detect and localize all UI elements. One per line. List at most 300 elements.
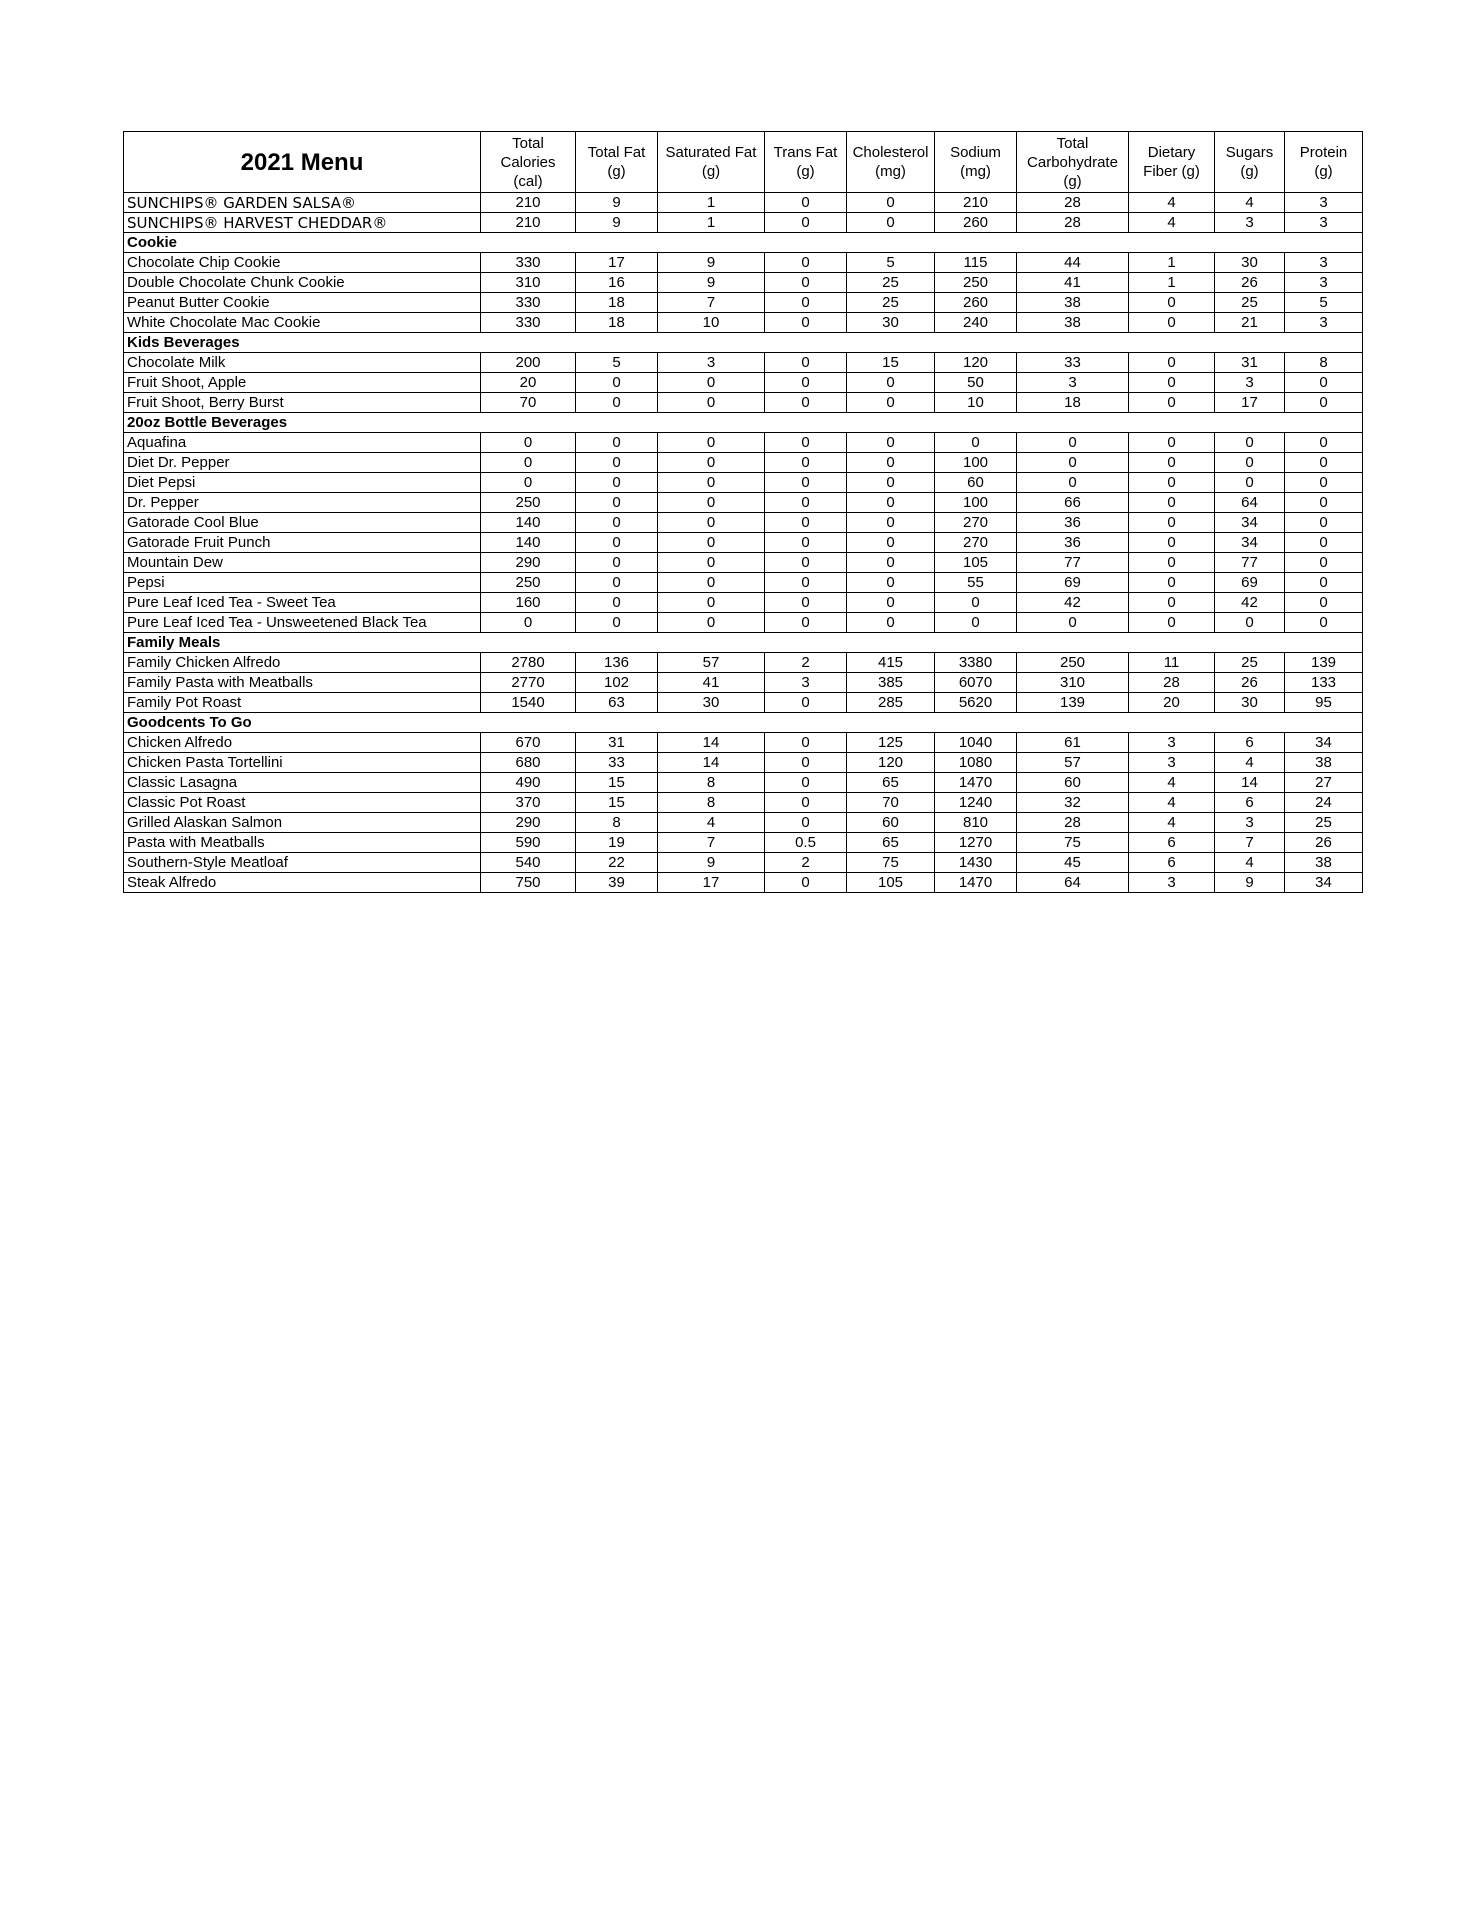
nutrient-value: 4 [1129, 193, 1215, 213]
nutrient-value: 3 [658, 353, 765, 373]
nutrient-value: 0 [847, 493, 935, 513]
nutrient-value: 0 [1129, 353, 1215, 373]
nutrient-value: 9 [658, 253, 765, 273]
nutrient-value: 240 [935, 313, 1017, 333]
nutrient-value: 0 [765, 313, 847, 333]
nutrient-value: 77 [1215, 553, 1285, 573]
nutrient-value: 3 [1285, 193, 1363, 213]
nutrient-value: 7 [658, 293, 765, 313]
nutrient-value: 0 [847, 433, 935, 453]
nutrient-value: 810 [935, 813, 1017, 833]
table-row [124, 253, 1363, 273]
nutrition-table [123, 131, 1363, 893]
nutrient-value: 45 [1017, 853, 1129, 873]
nutrient-value: 26 [1285, 833, 1363, 853]
table-row [124, 313, 1363, 333]
nutrient-value: 0 [1285, 473, 1363, 493]
nutrient-value: 25 [847, 273, 935, 293]
nutrient-value: 57 [658, 653, 765, 673]
nutrient-value: 4 [1215, 753, 1285, 773]
item-name: Chocolate Chip Cookie [124, 253, 481, 273]
nutrient-value: 0 [765, 593, 847, 613]
nutrient-value: 290 [481, 553, 576, 573]
nutrient-value: 0 [1285, 433, 1363, 453]
nutrient-value: 105 [847, 873, 935, 893]
nutrient-value: 0 [847, 553, 935, 573]
nutrient-value: 0 [1129, 493, 1215, 513]
nutrient-value: 3 [1285, 213, 1363, 233]
nutrient-value: 0 [1285, 393, 1363, 413]
nutrient-value: 0 [847, 393, 935, 413]
nutrient-value: 0 [847, 593, 935, 613]
nutrient-value: 0 [1129, 613, 1215, 633]
nutrient-value: 3 [1129, 753, 1215, 773]
nutrient-value: 0 [576, 373, 658, 393]
nutrient-value: 0 [658, 393, 765, 413]
nutrient-value: 100 [935, 453, 1017, 473]
nutrient-value: 9 [576, 213, 658, 233]
nutrient-value: 0 [658, 473, 765, 493]
nutrient-value: 34 [1215, 513, 1285, 533]
nutrient-value: 14 [658, 753, 765, 773]
nutrient-value: 38 [1017, 313, 1129, 333]
nutrient-value: 9 [658, 273, 765, 293]
item-name: Double Chocolate Chunk Cookie [124, 273, 481, 293]
nutrient-value: 590 [481, 833, 576, 853]
nutrient-value: 0 [1129, 593, 1215, 613]
nutrient-value: 270 [935, 513, 1017, 533]
nutrient-value: 64 [1215, 493, 1285, 513]
nutrient-value: 30 [658, 693, 765, 713]
nutrient-value: 19 [576, 833, 658, 853]
nutrient-value: 0 [935, 613, 1017, 633]
nutrient-value: 120 [935, 353, 1017, 373]
nutrient-value: 0 [847, 533, 935, 553]
nutrient-value: 6070 [935, 673, 1017, 693]
nutrient-value: 0 [765, 193, 847, 213]
nutrient-value: 0 [576, 493, 658, 513]
nutrient-value: 0 [1129, 373, 1215, 393]
section-title: Cookie [124, 233, 1363, 253]
nutrient-value: 0 [1129, 453, 1215, 473]
nutrient-value: 14 [658, 733, 765, 753]
nutrient-value: 15 [576, 773, 658, 793]
nutrient-value: 17 [576, 253, 658, 273]
nutrient-value: 0 [847, 513, 935, 533]
nutrient-value: 1470 [935, 773, 1017, 793]
item-name: Gatorade Fruit Punch [124, 533, 481, 553]
item-name: Pepsi [124, 573, 481, 593]
nutrient-value: 63 [576, 693, 658, 713]
nutrient-value: 0 [1129, 393, 1215, 413]
table-row [124, 473, 1363, 493]
nutrient-value: 18 [576, 313, 658, 333]
column-header: Total Calories (cal) [481, 132, 576, 193]
nutrient-value: 120 [847, 753, 935, 773]
nutrient-value: 0 [658, 453, 765, 473]
table-row [124, 833, 1363, 853]
nutrient-value: 6 [1129, 853, 1215, 873]
nutrient-value: 0 [1129, 433, 1215, 453]
nutrient-value: 1 [658, 193, 765, 213]
nutrient-value: 100 [935, 493, 1017, 513]
nutrient-value: 20 [1129, 693, 1215, 713]
nutrient-value: 3 [1129, 873, 1215, 893]
nutrient-value: 4 [1129, 773, 1215, 793]
table-row [124, 693, 1363, 713]
nutrient-value: 0 [765, 513, 847, 533]
nutrient-value: 0 [1129, 573, 1215, 593]
nutrient-value: 3 [1215, 373, 1285, 393]
item-name: Fruit Shoot, Apple [124, 373, 481, 393]
nutrient-value: 33 [576, 753, 658, 773]
table-row [124, 653, 1363, 673]
nutrient-value: 66 [1017, 493, 1129, 513]
nutrient-value: 10 [935, 393, 1017, 413]
nutrient-value: 65 [847, 773, 935, 793]
item-name: Family Chicken Alfredo [124, 653, 481, 673]
nutrient-value: 0 [658, 573, 765, 593]
nutrient-value: 1 [658, 213, 765, 233]
nutrient-value: 0 [1285, 493, 1363, 513]
nutrient-value: 330 [481, 293, 576, 313]
nutrient-value: 8 [1285, 353, 1363, 373]
item-name: SUNCHIPS® HARVEST CHEDDAR® [124, 213, 481, 233]
nutrient-value: 18 [576, 293, 658, 313]
nutrient-value: 5 [576, 353, 658, 373]
nutrient-value: 10 [658, 313, 765, 333]
column-header: Sodium (mg) [935, 132, 1017, 193]
table-row [124, 293, 1363, 313]
nutrient-value: 0 [576, 513, 658, 533]
nutrient-value: 133 [1285, 673, 1363, 693]
nutrient-value: 39 [576, 873, 658, 893]
nutrient-value: 0 [765, 473, 847, 493]
table-row [124, 673, 1363, 693]
nutrient-value: 125 [847, 733, 935, 753]
nutrient-value: 64 [1017, 873, 1129, 893]
nutrient-value: 9 [576, 193, 658, 213]
section-title: 20oz Bottle Beverages [124, 413, 1363, 433]
item-name: Diet Dr. Pepper [124, 453, 481, 473]
nutrient-value: 0 [1215, 453, 1285, 473]
nutrient-value: 0 [658, 553, 765, 573]
table-title: 2021 Menu [124, 132, 481, 193]
nutrient-value: 30 [847, 313, 935, 333]
nutrient-value: 0 [765, 493, 847, 513]
nutrient-value: 0 [658, 613, 765, 633]
nutrient-value: 139 [1017, 693, 1129, 713]
nutrient-value: 3 [765, 673, 847, 693]
nutrient-value: 0 [576, 433, 658, 453]
nutrient-value: 0 [1215, 473, 1285, 493]
nutrient-value: 30 [1215, 693, 1285, 713]
nutrient-value: 34 [1285, 733, 1363, 753]
nutrient-value: 3 [1285, 253, 1363, 273]
nutrient-value: 0 [1129, 533, 1215, 553]
nutrient-value: 41 [1017, 273, 1129, 293]
nutrient-value: 41 [658, 673, 765, 693]
nutrient-value: 69 [1017, 573, 1129, 593]
item-name: Fruit Shoot, Berry Burst [124, 393, 481, 413]
nutrient-value: 310 [1017, 673, 1129, 693]
nutrient-value: 670 [481, 733, 576, 753]
nutrient-value: 0 [1285, 593, 1363, 613]
nutrient-value: 0 [1285, 453, 1363, 473]
nutrient-value: 0 [1017, 473, 1129, 493]
table-row [124, 793, 1363, 813]
nutrient-value: 21 [1215, 313, 1285, 333]
nutrient-value: 6 [1215, 793, 1285, 813]
table-row [124, 573, 1363, 593]
nutrient-value: 385 [847, 673, 935, 693]
nutrient-value: 34 [1285, 873, 1363, 893]
nutrient-value: 5620 [935, 693, 1017, 713]
nutrient-value: 0 [1129, 313, 1215, 333]
item-name: Pure Leaf Iced Tea - Sweet Tea [124, 593, 481, 613]
nutrient-value: 6 [1215, 733, 1285, 753]
nutrient-value: 0 [576, 473, 658, 493]
section-title: Kids Beverages [124, 333, 1363, 353]
nutrient-value: 0 [847, 473, 935, 493]
nutrient-value: 260 [935, 293, 1017, 313]
table-row [124, 813, 1363, 833]
nutrient-value: 1040 [935, 733, 1017, 753]
table-row [124, 753, 1363, 773]
nutrient-value: 0 [765, 573, 847, 593]
nutrient-value: 540 [481, 853, 576, 873]
table-row [124, 733, 1363, 753]
nutrient-value: 210 [935, 193, 1017, 213]
nutrient-value: 38 [1285, 853, 1363, 873]
nutrient-value: 330 [481, 313, 576, 333]
nutrient-value: 0 [1129, 553, 1215, 573]
item-name: Classic Pot Roast [124, 793, 481, 813]
nutrient-value: 0 [576, 453, 658, 473]
nutrient-value: 42 [1215, 593, 1285, 613]
nutrient-value: 0 [765, 733, 847, 753]
nutrient-value: 0 [935, 433, 1017, 453]
nutrient-value: 28 [1017, 813, 1129, 833]
nutrient-value: 102 [576, 673, 658, 693]
item-name: Chicken Pasta Tortellini [124, 753, 481, 773]
nutrient-value: 16 [576, 273, 658, 293]
nutrient-value: 20 [481, 373, 576, 393]
nutrient-value: 750 [481, 873, 576, 893]
item-name: Steak Alfredo [124, 873, 481, 893]
table-row [124, 433, 1363, 453]
nutrient-value: 2 [765, 653, 847, 673]
nutrient-value: 200 [481, 353, 576, 373]
nutrient-value: 36 [1017, 513, 1129, 533]
header-row [124, 132, 1363, 193]
nutrient-value: 25 [1215, 653, 1285, 673]
table-row [124, 373, 1363, 393]
nutrient-value: 3 [1285, 313, 1363, 333]
nutrient-value: 140 [481, 533, 576, 553]
nutrient-value: 250 [481, 573, 576, 593]
nutrient-value: 61 [1017, 733, 1129, 753]
section-title: Goodcents To Go [124, 713, 1363, 733]
nutrient-value: 0 [765, 873, 847, 893]
nutrient-value: 0 [847, 193, 935, 213]
nutrient-value: 4 [1129, 213, 1215, 233]
column-header: Cholesterol (mg) [847, 132, 935, 193]
nutrient-value: 0 [1285, 373, 1363, 393]
nutrient-value: 30 [1215, 253, 1285, 273]
nutrient-value: 60 [847, 813, 935, 833]
nutrient-value: 0 [847, 373, 935, 393]
nutrient-value: 75 [1017, 833, 1129, 853]
nutrient-value: 0 [765, 693, 847, 713]
table-row [124, 513, 1363, 533]
nutrient-value: 2780 [481, 653, 576, 673]
nutrient-value: 210 [481, 193, 576, 213]
nutrient-value: 70 [481, 393, 576, 413]
nutrient-value: 0 [1285, 533, 1363, 553]
nutrient-value: 0 [481, 433, 576, 453]
item-name: Chocolate Milk [124, 353, 481, 373]
item-name: Southern-Style Meatloaf [124, 853, 481, 873]
nutrient-value: 260 [935, 213, 1017, 233]
table-row [124, 453, 1363, 473]
nutrient-value: 77 [1017, 553, 1129, 573]
nutrient-value: 0 [481, 473, 576, 493]
table-row [124, 213, 1363, 233]
item-name: SUNCHIPS® GARDEN SALSA® [124, 193, 481, 213]
item-name: Pure Leaf Iced Tea - Unsweetened Black Tea [124, 613, 481, 633]
nutrient-value: 0 [576, 573, 658, 593]
column-header: Sugars (g) [1215, 132, 1285, 193]
nutrient-value: 0 [847, 453, 935, 473]
nutrient-value: 0 [658, 513, 765, 533]
table-row [124, 553, 1363, 573]
nutrient-value: 0 [1129, 473, 1215, 493]
nutrient-value: 0 [1129, 293, 1215, 313]
nutrient-value: 55 [935, 573, 1017, 593]
item-name: Classic Lasagna [124, 773, 481, 793]
nutrient-value: 7 [658, 833, 765, 853]
nutrient-value: 38 [1017, 293, 1129, 313]
nutrient-value: 4 [658, 813, 765, 833]
nutrient-value: 0.5 [765, 833, 847, 853]
nutrient-value: 0 [576, 613, 658, 633]
nutrient-value: 0 [765, 433, 847, 453]
item-name: White Chocolate Mac Cookie [124, 313, 481, 333]
nutrient-value: 3380 [935, 653, 1017, 673]
nutrient-value: 8 [576, 813, 658, 833]
nutrient-value: 250 [481, 493, 576, 513]
nutrient-value: 0 [765, 793, 847, 813]
nutrient-value: 11 [1129, 653, 1215, 673]
nutrient-value: 57 [1017, 753, 1129, 773]
item-name: Grilled Alaskan Salmon [124, 813, 481, 833]
item-name: Mountain Dew [124, 553, 481, 573]
nutrient-value: 15 [576, 793, 658, 813]
column-header: Trans Fat (g) [765, 132, 847, 193]
table-row [124, 353, 1363, 373]
nutrient-value: 140 [481, 513, 576, 533]
nutrient-value: 25 [1215, 293, 1285, 313]
nutrient-value: 31 [1215, 353, 1285, 373]
nutrient-value: 0 [1285, 573, 1363, 593]
column-header: Dietary Fiber (g) [1129, 132, 1215, 193]
nutrient-value: 50 [935, 373, 1017, 393]
nutrient-value: 0 [1215, 613, 1285, 633]
nutrient-value: 4 [1215, 193, 1285, 213]
nutrient-value: 0 [765, 773, 847, 793]
table-row [124, 193, 1363, 213]
nutrient-value: 0 [765, 253, 847, 273]
nutrient-value: 28 [1017, 213, 1129, 233]
table-row [124, 533, 1363, 553]
nutrient-value: 33 [1017, 353, 1129, 373]
nutrient-value: 160 [481, 593, 576, 613]
item-name: Pasta with Meatballs [124, 833, 481, 853]
nutrient-value: 5 [1285, 293, 1363, 313]
nutrient-value: 22 [576, 853, 658, 873]
nutrient-value: 490 [481, 773, 576, 793]
nutrient-value: 25 [847, 293, 935, 313]
nutrient-value: 0 [765, 273, 847, 293]
nutrient-value: 5 [847, 253, 935, 273]
nutrient-value: 28 [1129, 673, 1215, 693]
nutrient-value: 1470 [935, 873, 1017, 893]
nutrient-value: 0 [576, 593, 658, 613]
nutrient-value: 25 [1285, 813, 1363, 833]
nutrient-value: 0 [576, 553, 658, 573]
column-header: Total Fat (g) [576, 132, 658, 193]
nutrient-value: 0 [765, 293, 847, 313]
nutrient-value: 0 [847, 213, 935, 233]
nutrient-value: 0 [1215, 433, 1285, 453]
nutrient-value: 0 [658, 533, 765, 553]
nutrient-value: 0 [1017, 613, 1129, 633]
nutrient-value: 26 [1215, 673, 1285, 693]
nutrient-value: 75 [847, 853, 935, 873]
nutrient-value: 27 [1285, 773, 1363, 793]
nutrient-value: 26 [1215, 273, 1285, 293]
nutrient-value: 0 [658, 433, 765, 453]
nutrient-value: 3 [1285, 273, 1363, 293]
nutrient-value: 17 [658, 873, 765, 893]
nutrient-value: 370 [481, 793, 576, 813]
nutrient-value: 1270 [935, 833, 1017, 853]
nutrient-value: 4 [1129, 793, 1215, 813]
item-name: Aquafina [124, 433, 481, 453]
nutrient-value: 2 [765, 853, 847, 873]
nutrient-value: 0 [1017, 433, 1129, 453]
nutrient-value: 42 [1017, 593, 1129, 613]
table-row [124, 853, 1363, 873]
table-row [124, 873, 1363, 893]
item-name: Family Pot Roast [124, 693, 481, 713]
table-row [124, 593, 1363, 613]
nutrient-value: 6 [1129, 833, 1215, 853]
nutrient-value: 1080 [935, 753, 1017, 773]
nutrient-value: 0 [765, 393, 847, 413]
table-row [124, 393, 1363, 413]
nutrient-value: 0 [765, 553, 847, 573]
nutrient-value: 0 [1285, 513, 1363, 533]
item-name: Family Pasta with Meatballs [124, 673, 481, 693]
nutrient-value: 28 [1017, 193, 1129, 213]
nutrient-value: 0 [658, 493, 765, 513]
item-name: Gatorade Cool Blue [124, 513, 481, 533]
nutrient-value: 1 [1129, 273, 1215, 293]
nutrient-value: 0 [576, 533, 658, 553]
nutrient-value: 95 [1285, 693, 1363, 713]
